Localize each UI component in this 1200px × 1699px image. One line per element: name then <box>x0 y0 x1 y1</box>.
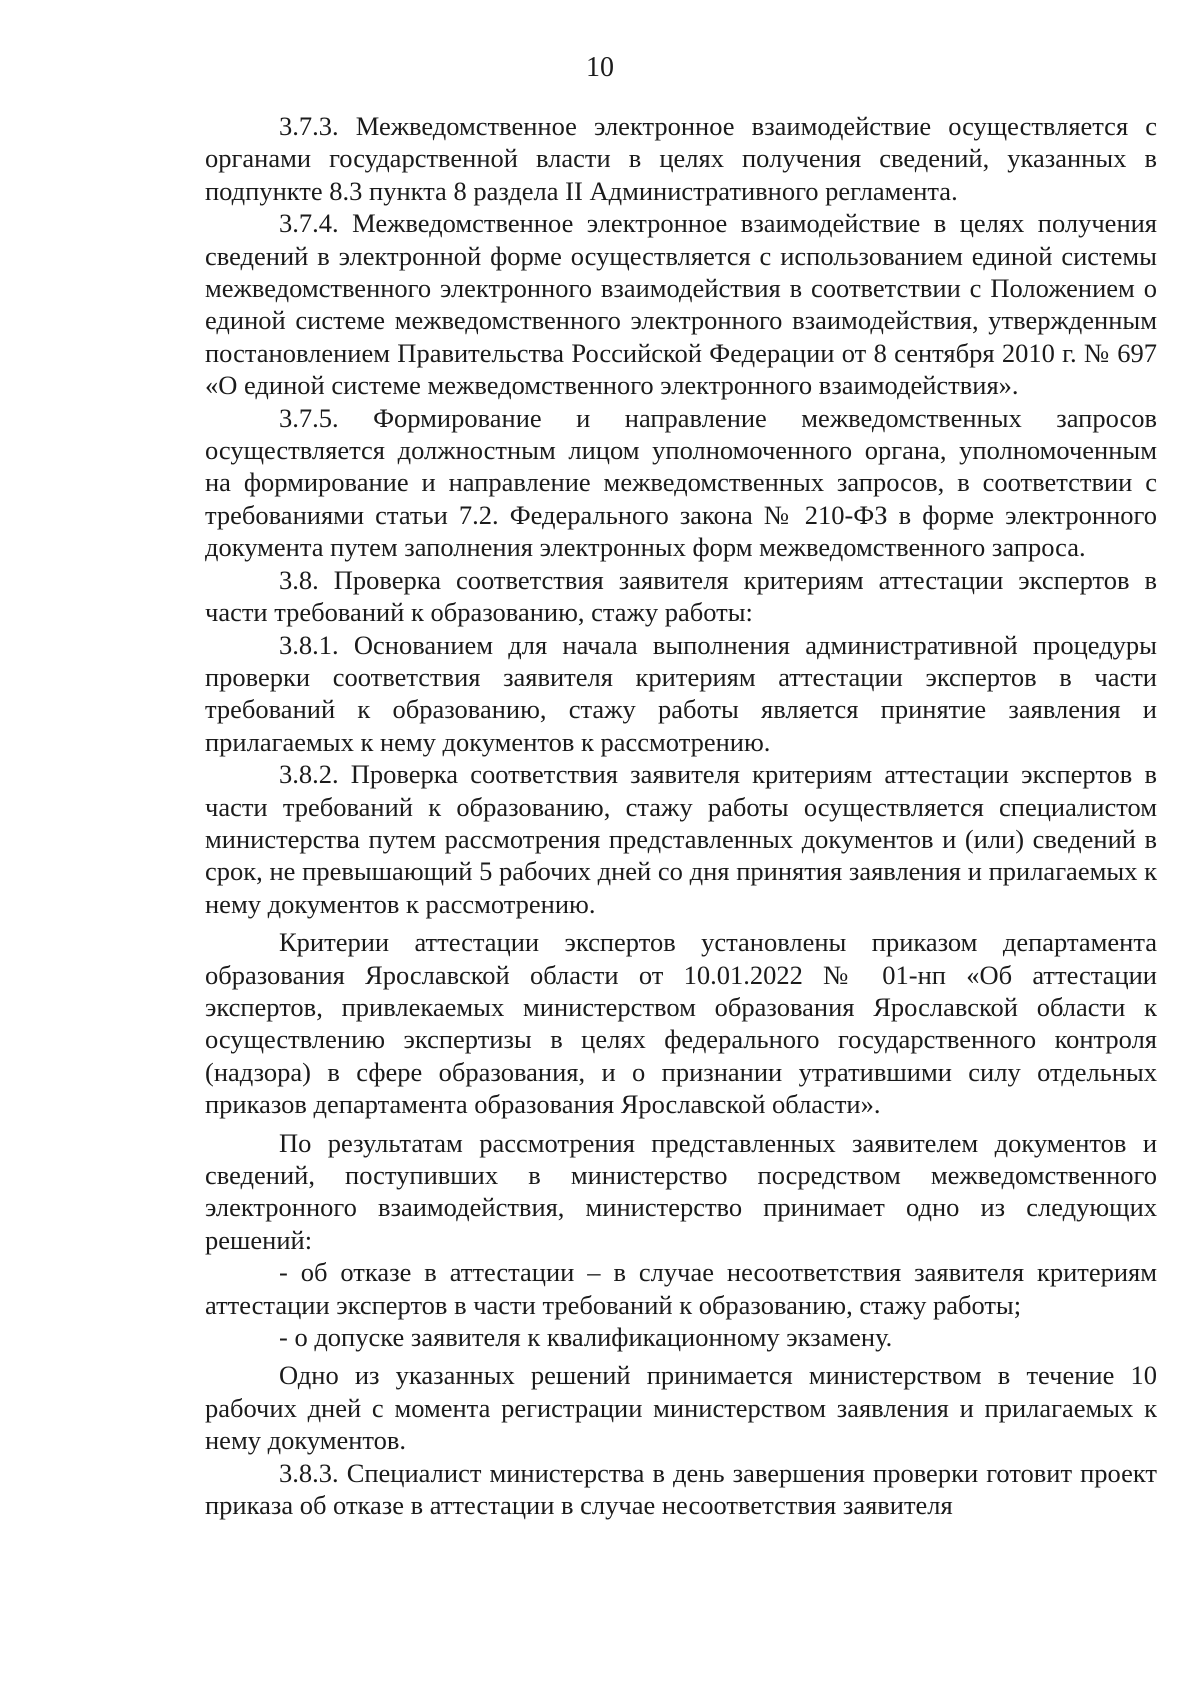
paragraph-3-7-4: 3.7.4. Межведомственное электронное взаимодействие в целях получения сведений в электронной форме осуществляется с использованием единой системы межведомственного электронного взаимодействия в соответствии с Положением о единой системе межведомственного электронного взаимодействия, утвержденным постановлением Правительства Российской Федерации от 8 сентября 2010 г. № 697 «О единой системе межведомственного электронного взаимодействия». <box>205 208 1157 401</box>
document-body <box>205 110 1157 1521</box>
paragraph-3-8: 3.8. Проверка соответствия заявителя критериям аттестации экспертов в части требований к образованию, стажу работы: <box>205 564 1157 628</box>
paragraph-3-8-2: 3.8.2. Проверка соответствия заявителя критериям аттестации экспертов в части требований к образованию, стажу работы осуществляется специалистом министерства путем рассмотрения представленных документов и (или) сведений в срок, не превышающий 5 рабочих дней со дня принятия заявления и прилагаемых к нему документов к рассмотрению. <box>205 759 1157 919</box>
paragraph-3-7-3: 3.7.3. Межведомственное электронное взаимодействие осуществляется с органами государственной власти в целях получения сведений, указанных в подпункте 8.3 пункта 8 раздела II Административного регламента. <box>205 111 1157 206</box>
paragraph-3-8-1: 3.8.1. Основанием для начала выполнения административной процедуры проверки соответствия заявителя критериям аттестации экспертов в части требований к образованию, стажу работы является принятие заявления и прилагаемых к нему документов к рассмотрению. <box>205 629 1157 757</box>
paragraph-3-7-5: 3.7.5. Формирование и направление межведомственных запросов осуществляется должностным лицом уполномоченного органа, уполномоченным на формирование и направление межведомственных запросов, в соответствии с требованиями статьи 7.2. Федерального закона № 210-ФЗ в форме электронного документа путем заполнения электронных форм межведомственного запроса. <box>205 402 1157 563</box>
list-item-refusal: - об отказе в аттестации – в случае несоответствия заявителя критериям аттестации экспертов в части требований к образованию, стажу работы; <box>205 1257 1157 1320</box>
paragraph-results: По результатам рассмотрения представленных заявителем документов и сведений, поступивших в министерство посредством межведомственного электронного взаимодействия, министерство принимает одно из следующих решений: <box>205 1127 1157 1255</box>
page-number: 10 <box>586 52 614 83</box>
paragraph-3-8-3: 3.8.3. Специалист министерства в день завершения проверки готовит проект приказа об отказе в аттестации в случае несоответствия заявителя <box>205 1457 1157 1521</box>
paragraph-criteria: Критерии аттестации экспертов установлены приказом департамента образования Ярославской области от 10.01.2022 № 01-нп «Об аттестации экспертов, привлекаемых министерством образования Ярославской области к осуществлению экспертизы в целях федерального государственного контроля (надзора) в сфере образования, и о признании утратившими силу отдельных приказов департамента образования Ярославской области». <box>205 927 1157 1120</box>
list-item-admission: - о допуске заявителя к квалификационному экзамену. <box>279 1322 893 1353</box>
paragraph-decision-term: Одно из указанных решений принимается министерством в течение 10 рабочих дней с момента регистрации министерством заявления и прилагаемых к нему документов. <box>205 1360 1157 1456</box>
